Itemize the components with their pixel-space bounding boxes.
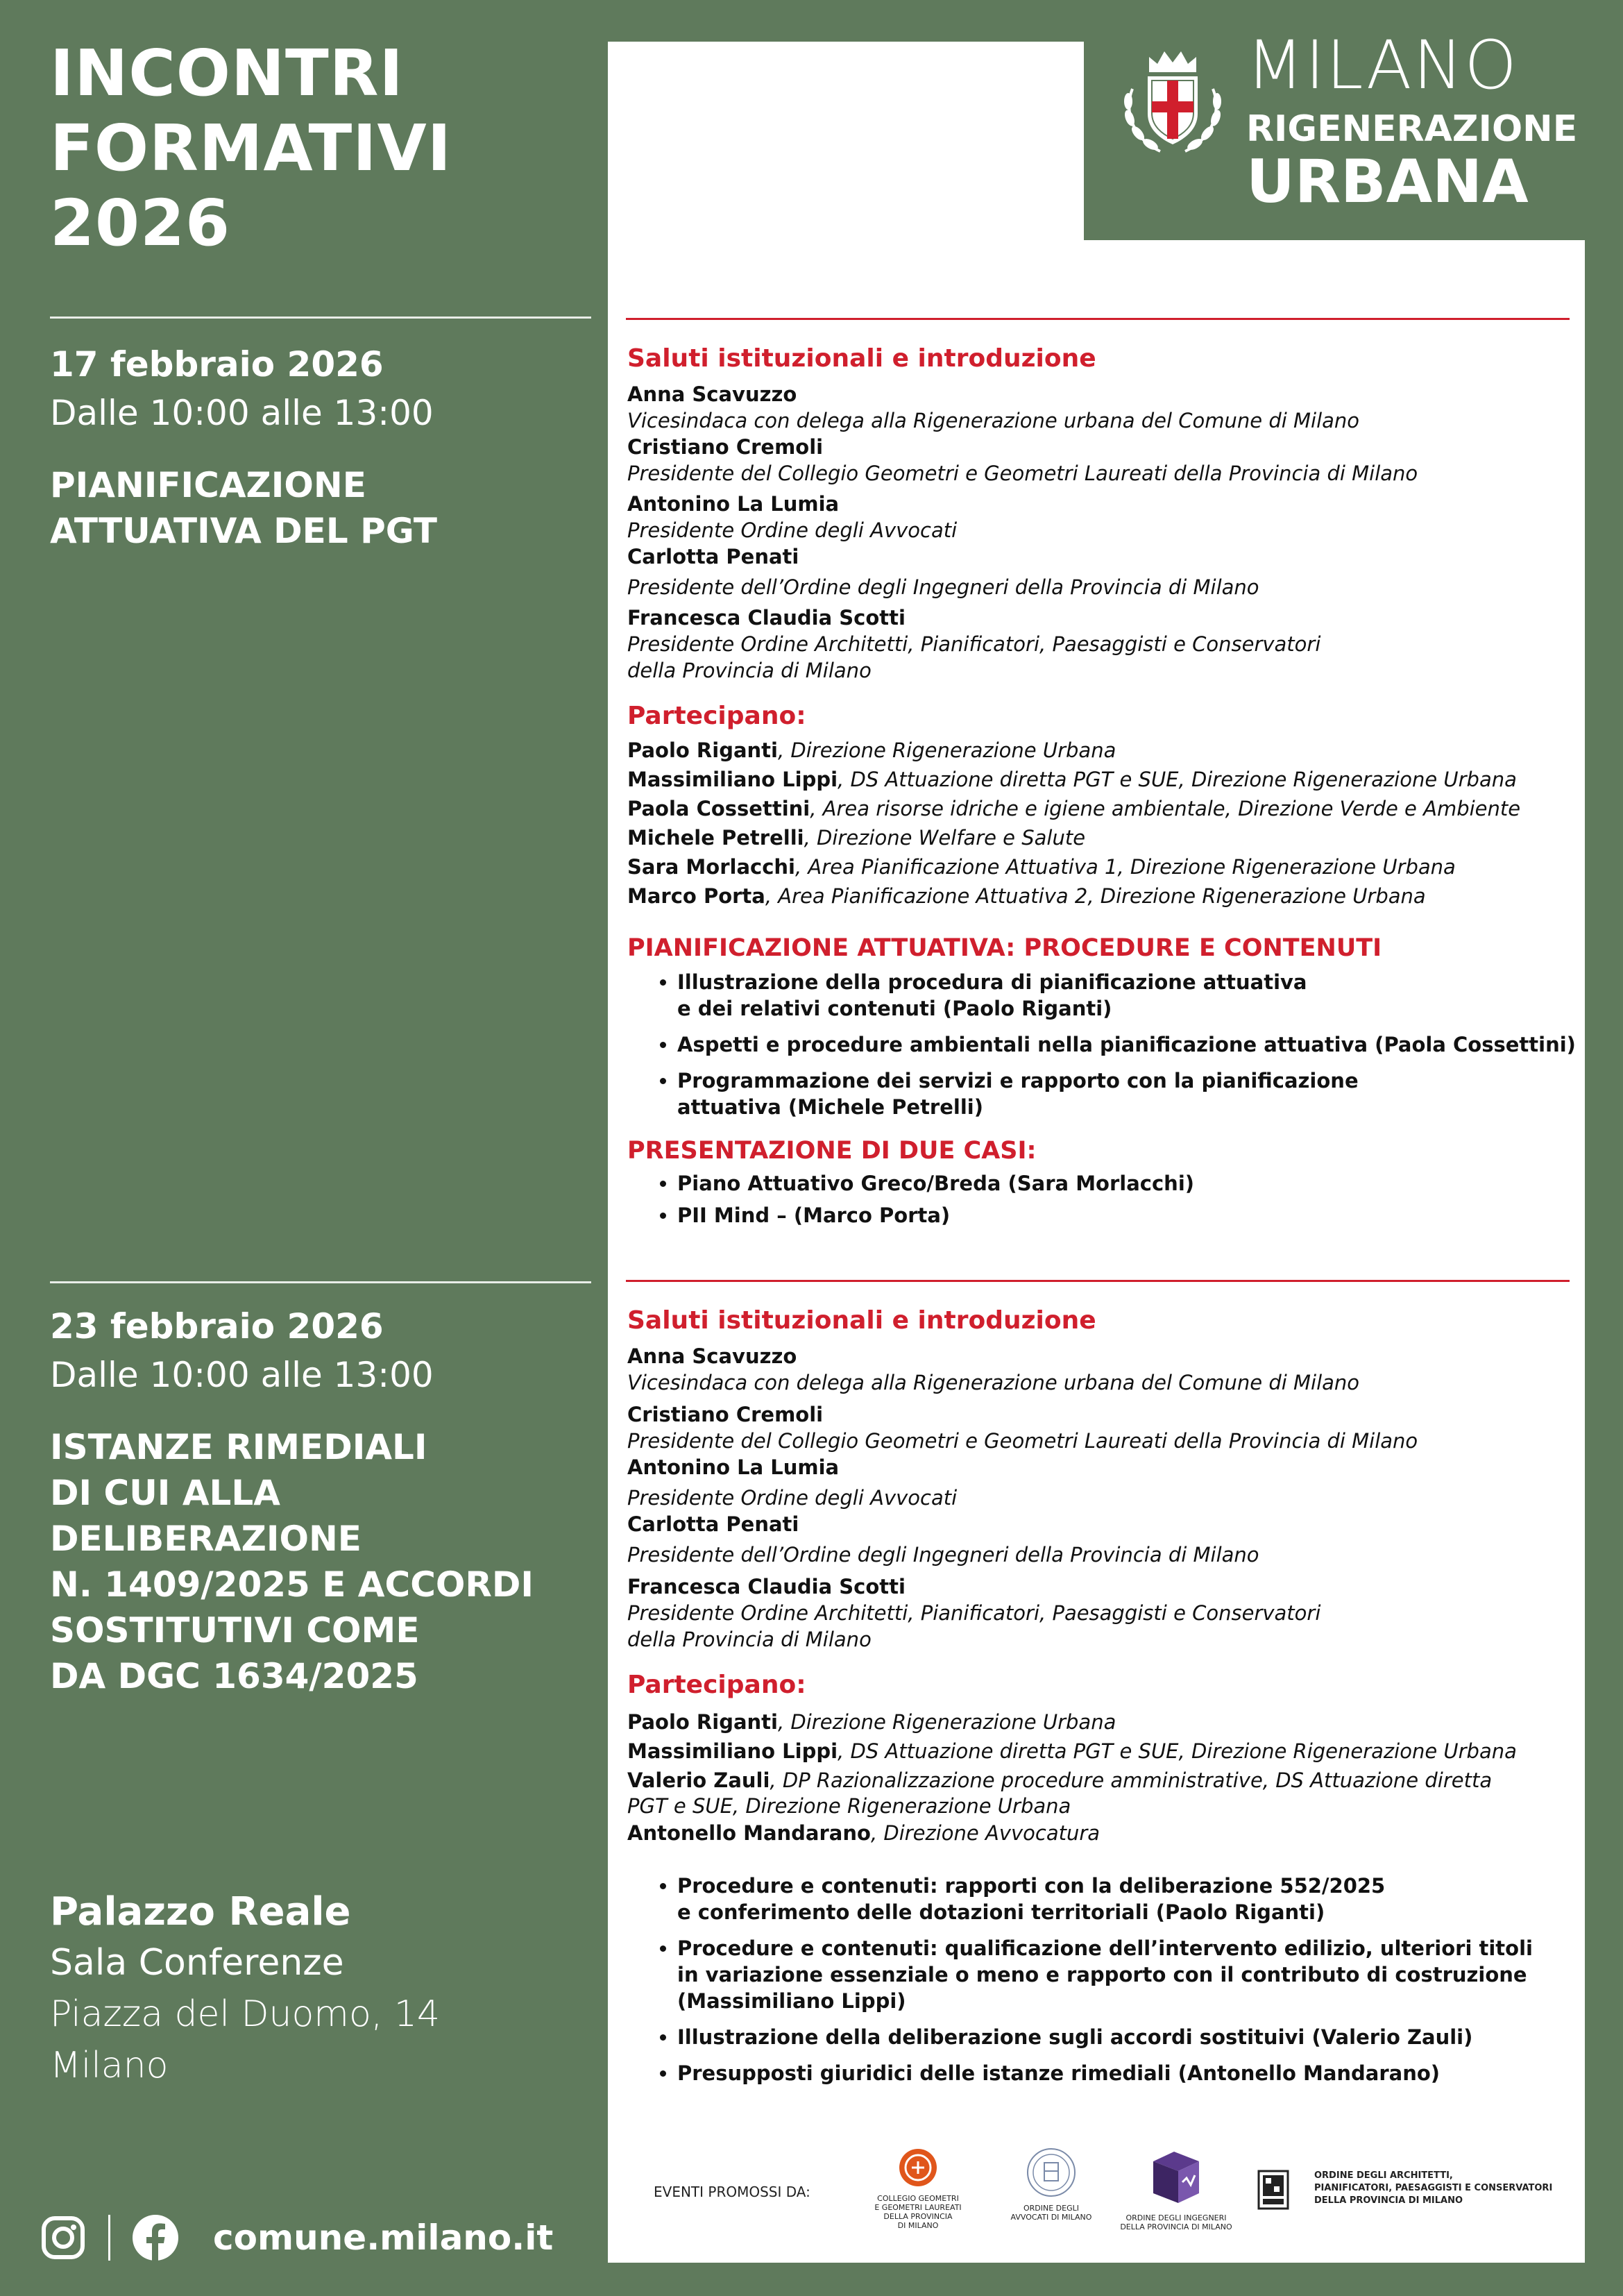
speaker-role: Presidente Ordine Architetti, Pianificatori, Paesaggisti e Conservatori [627,632,1321,656]
speaker-name: Anna Scavuzzo [627,1344,797,1368]
topic-line: ATTUATIVA DEL PGT [50,511,438,551]
section-heading: PRESENTAZIONE DI DUE CASI: [627,1137,1037,1165]
logo-line-milano: MILANO [1246,26,1518,104]
speaker-name: Francesca Claudia Scotti [627,606,906,630]
participant: Paolo Riganti, Direzione Rigenerazione Urbana [627,1710,1116,1734]
event1-date: 17 febbraio 2026 [50,344,384,385]
speaker [627,1511,1578,1568]
speaker-role: Presidente Ordine Architetti, Pianificatori, Paesaggisti e Conservatori [627,1601,1321,1625]
list-item: • Illustrazione della procedura di pianificazione attuativa e dei relativi contenuti (Paolo Riganti) [677,969,1578,1022]
participant: Paola Cossettini, Area risorse idriche e igiene ambientale, Direzione Verde e Ambiente [627,797,1521,820]
participant: Massimiliano Lippi, DS Attuazione diretta PGT e SUE, Direzione Rigenerazione Urbana [627,768,1517,791]
speaker [627,491,1578,543]
separator [108,2215,110,2261]
list-item: • Aspetti e procedure ambientali nella pianificazione attuativa (Paola Cossettini) [677,1031,1578,1058]
speaker-name: Antonino La Lumia [627,1455,840,1479]
event2-time: Dalle 10:00 alle 13:00 [50,1355,434,1395]
divider [50,316,591,319]
speaker-role: Vicesindaca con delega alla Rigenerazione urbana del Comune di Milano [627,409,1360,432]
speaker-role: Presidente dell’Ordine degli Ingegneri della Provincia di Milano [627,1543,1259,1567]
list-item: • Procedure e contenuti: rapporti con la deliberazione 552/2025 e conferimento delle dotazioni territoriali (Paolo Riganti) [677,1873,1578,1925]
section-heading: Saluti istituzionali e introduzione [627,344,1096,373]
logo-line-urbana: URBANA [1246,147,1529,217]
participant: Michele Petrelli, Direzione Welfare e Salute [627,826,1086,850]
list-item: • PII Mind – (Marco Porta) [677,1202,1578,1229]
speaker [627,381,1578,434]
topic-list [627,1873,1578,2086]
speaker-role: della Provincia di Milano [627,1628,872,1651]
topic-line: DA DGC 1634/2025 [50,1656,418,1696]
speaker [627,1454,1578,1511]
speaker-name: Anna Scavuzzo [627,382,797,406]
topic-line: DI CUI ALLA [50,1473,280,1513]
facebook-icon[interactable] [131,2213,180,2262]
participant: Massimiliano Lippi, DS Attuazione diretta PGT e SUE, Direzione Rigenerazione Urbana [627,1739,1517,1763]
list-item: • Illustrazione della deliberazione sugli accordi sostituivi (Valerio Zauli) [677,2024,1578,2050]
promoters-label: EVENTI PROMOSSI DA: [654,2184,810,2200]
milano-coat-of-arms-icon [1119,47,1227,158]
speaker-role: Presidente del Collegio Geometri e Geometri Laureati della Provincia di Milano [627,1429,1418,1453]
avvocati-seal-icon [1026,2147,1076,2197]
speaker-role: Presidente del Collegio Geometri e Geometri Laureati della Provincia di Milano [627,462,1418,485]
program-2 [627,1306,1578,2096]
promoter-avvocati: ORDINE DEGLI AVVOCATI DI MILANO [999,2147,1103,2222]
promoter-geometri: COLLEGIO GEOMETRI E GEOMETRI LAUREATI DELLA PROVINCIA DI MILANO [866,2147,970,2230]
speaker-name: Cristiano Cremoli [627,1403,824,1426]
ingegneri-logo-icon [1146,2147,1206,2207]
section-heading: PIANIFICAZIONE ATTUATIVA: PROCEDURE E CONTENUTI [627,934,1382,962]
architetti-logo-icon [1257,2170,1289,2213]
event2-topic [50,1424,605,1699]
topic-line: DELIBERAZIONE [50,1519,362,1559]
speaker-name: Antonino La Lumia [627,492,840,516]
speaker-role: Presidente Ordine degli Avvocati [627,1486,958,1510]
participant-cont: PGT e SUE, Direzione Rigenerazione Urbana [627,1794,1071,1818]
venue-address: Piazza del Duomo, 14 [50,1993,440,2035]
venue-room: Sala Conferenze [50,1942,344,1984]
participant: Paolo Riganti, Direzione Rigenerazione Urbana [627,738,1116,762]
event1-time: Dalle 10:00 alle 13:00 [50,393,434,433]
speaker [627,1343,1578,1396]
speaker-role: Presidente dell’Ordine degli Ingegneri della Provincia di Milano [627,575,1259,599]
event2-date: 23 febbraio 2026 [50,1306,384,1347]
list-item: • Piano Attuativo Greco/Breda (Sara Morlacchi) [677,1170,1578,1197]
topic-line: SOSTITUTIVI COME [50,1610,420,1651]
topic-line: PIANIFICAZIONE [50,465,366,505]
speaker-name: Carlotta Penati [627,545,799,568]
speaker [627,1401,1578,1454]
speaker-role: della Provincia di Milano [627,659,872,682]
section-heading: Partecipano: [627,702,806,730]
title-line: INCONTRI [50,36,404,110]
logo-line-rigenerazione: RIGENERAZIONE [1246,108,1578,150]
participant: Valerio Zauli, DP Razionalizzazione procedure amministrative, DS Attuazione diretta [627,1769,1493,1792]
website-link[interactable]: comune.milano.it [213,2218,554,2258]
event1-topic [50,462,605,554]
speaker [627,605,1578,684]
topic-line: ISTANZE RIMEDIALI [50,1427,427,1467]
venue-city: Milano [50,2045,169,2086]
program-1 [627,344,1578,1238]
speaker [627,434,1578,487]
speaker-role: Vicesindaca con delega alla Rigenerazione urbana del Comune di Milano [627,1371,1360,1394]
title-line: 2026 [50,186,231,260]
participant: Marco Porta, Area Pianificazione Attuativa 2, Direzione Rigenerazione Urbana [627,884,1426,908]
participants-list [627,1707,1578,1848]
participant: Sara Morlacchi, Area Pianificazione Attuativa 1, Direzione Rigenerazione Urbana [627,855,1456,879]
topic-line: N. 1409/2025 E ACCORDI [50,1564,534,1605]
divider [50,1281,591,1283]
promoter-ingegneri: ORDINE DEGLI INGEGNERI DELLA PROVINCIA DI MILANO [1117,2147,1235,2231]
title-line: FORMATIVI [50,111,452,185]
logo [1246,26,1578,217]
promoter-architetti: ORDINE DEGLI ARCHITETTI, PIANIFICATORI, PAESAGGISTI E CONSERVATORI DELLA PROVINCIA DI MILANO [1314,2170,1553,2206]
geometri-logo-icon [898,2147,938,2188]
list-item: • Presupposti giuridici delle istanze rimediali (Antonello Mandarano) [677,2060,1578,2086]
speaker [627,543,1578,600]
participant: Antonello Mandarano, Direzione Avvocatura [627,1821,1101,1845]
venue-name: Palazzo Reale [50,1889,351,1934]
social-links [39,2210,553,2265]
speaker-role: Presidente Ordine degli Avvocati [627,518,958,542]
speaker-name: Francesca Claudia Scotti [627,1575,906,1598]
topic-list [627,969,1578,1120]
section-heading: Partecipano: [627,1671,806,1699]
section-heading: Saluti istituzionali e introduzione [627,1306,1096,1335]
divider [626,1280,1570,1282]
participants-list [627,736,1578,911]
case-list [627,1170,1578,1229]
instagram-icon[interactable] [39,2213,87,2262]
speaker-name: Carlotta Penati [627,1512,799,1536]
list-item: • Procedure e contenuti: qualificazione dell’intervento edilizio, ulteriori titoli in variazione essenziale o meno e rapporto con il contributo di costruzione (Massimiliano Lippi) [677,1935,1578,2014]
page-title [50,36,452,261]
divider [626,318,1570,320]
speaker-name: Cristiano Cremoli [627,435,824,459]
list-item: • Programmazione dei servizi e rapporto con la pianificazione attuativa (Michele Petrelli) [677,1067,1578,1120]
speaker [627,1573,1578,1653]
